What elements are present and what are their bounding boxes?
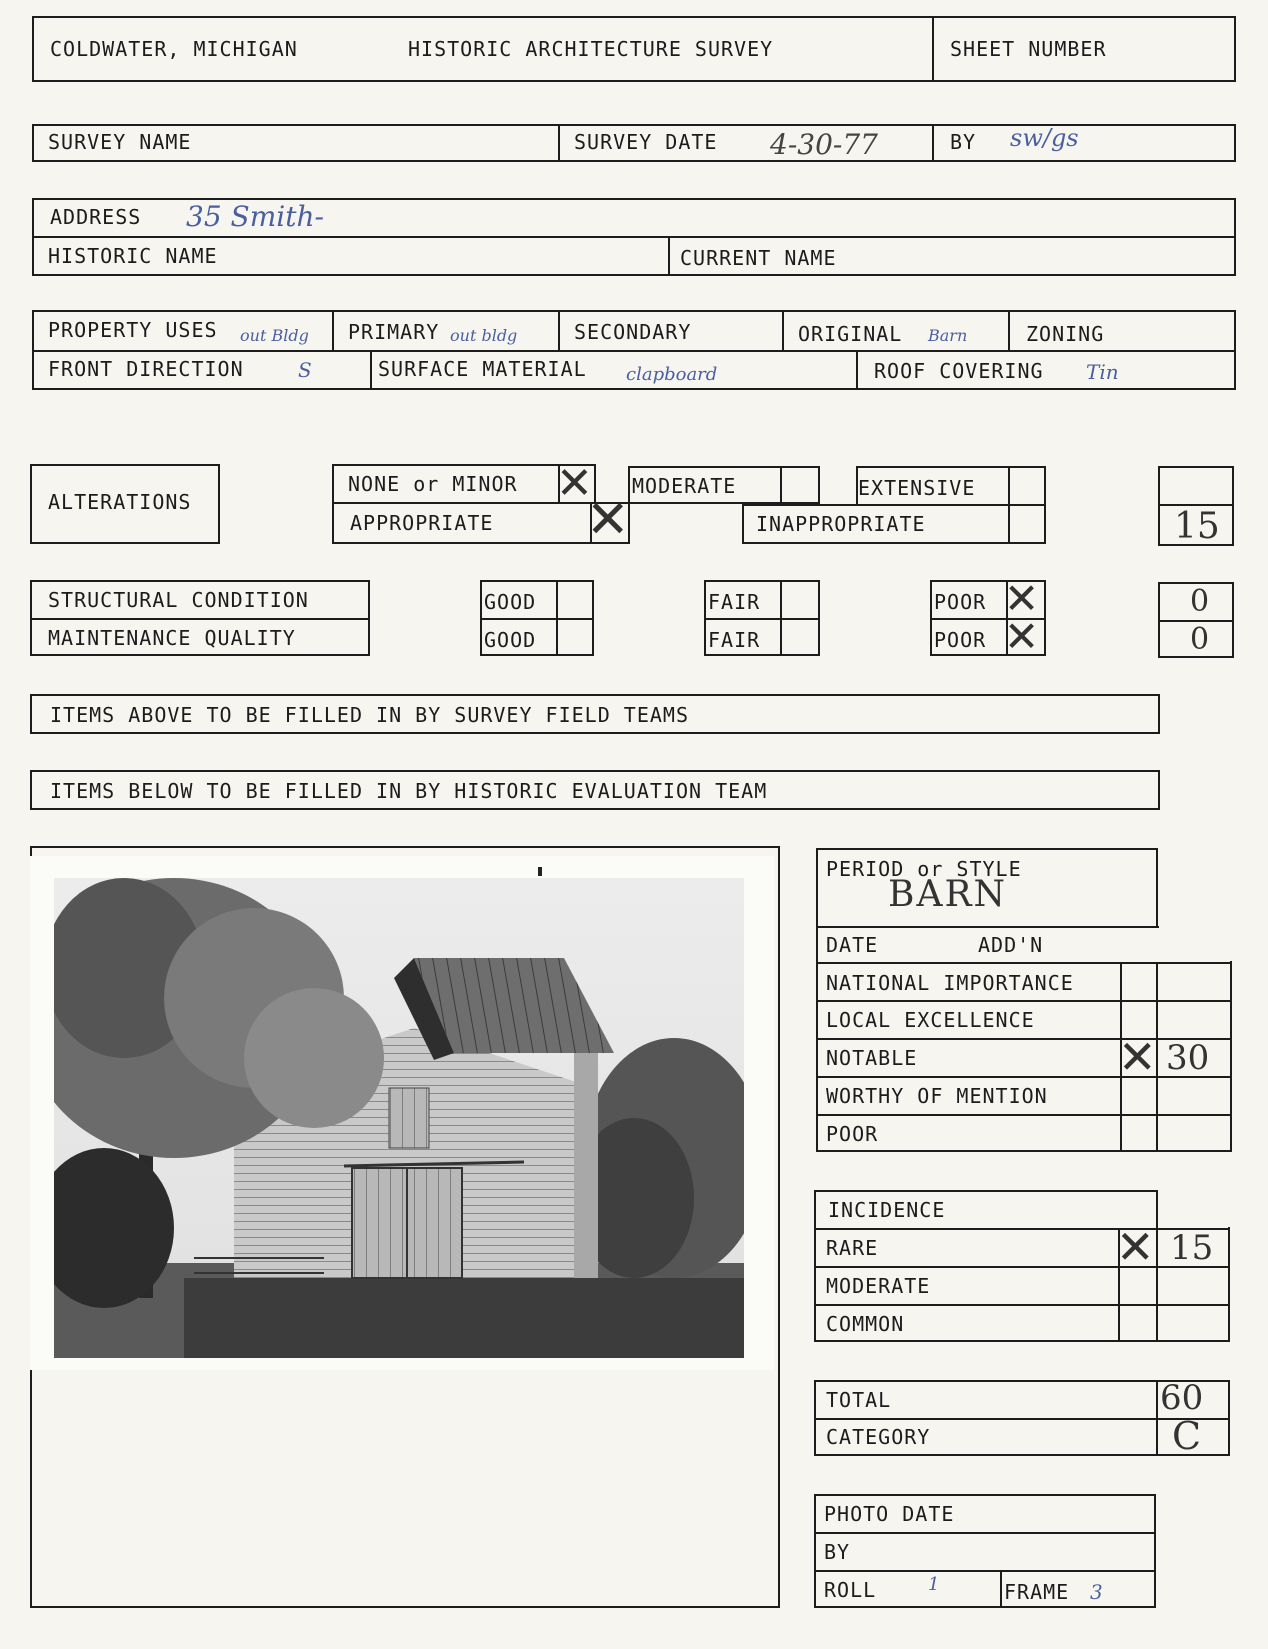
photo-by-label: BY [824,1540,851,1564]
structural-poor-label: POOR [934,590,987,614]
condition-label-divider [30,618,370,620]
maintenance-poor-x-mark: ✕ [1004,612,1040,661]
good-divider-v [556,580,558,656]
appropriate-x-mark: ✕ [586,490,630,550]
property-uses-value: out Bldg [240,326,309,345]
extensive-label: EXTENSIVE [858,476,976,500]
header-divider [932,16,934,82]
alterations-label: ALTERATIONS [48,490,192,514]
common-label: COMMON [826,1312,905,1336]
none-minor-label: NONE or MINOR [348,472,518,496]
photo-info-line-1 [814,1532,1156,1534]
incidence-moderate-label: MODERATE [826,1274,931,1298]
category-value: C [1172,1414,1202,1458]
incidence-label: INCIDENCE [828,1198,946,1222]
total-label: TOTAL [826,1388,892,1412]
incidence-row-line-1 [814,1228,1230,1230]
address-value: 35 Smith- [186,200,324,233]
structural-condition-label: STRUCTURAL CONDITION [48,588,309,612]
eval-date-row-mask [1159,924,1239,961]
sheet-number-label: SHEET NUMBER [950,37,1107,61]
property-divider-2 [558,310,560,350]
structural-good-label: GOOD [484,590,537,614]
eval-date-label: DATE [826,933,879,957]
local-excellence-label: LOCAL EXCELLENCE [826,1008,1035,1032]
rare-score: 15 [1170,1228,1214,1268]
notable-x-mark: ✕ [1118,1030,1157,1084]
totals-row-line [814,1418,1230,1420]
evaluation-team-note: ITEMS BELOW TO BE FILLED IN BY HISTORIC EVALUATION TEAM [50,779,768,803]
survey-divider-2 [932,124,934,162]
survey-date-value: 4-30-77 [770,128,878,161]
worthy-of-mention-label: WORTHY OF MENTION [826,1084,1048,1108]
zoning-label: ZONING [1026,322,1105,346]
period-style-label: PERIOD or STYLE [826,857,1022,881]
survey-by-label: BY [950,130,977,154]
appropriate-label: APPROPRIATE [350,511,494,535]
primary-value: out bldg [450,326,518,345]
moderate-label: MODERATE [632,474,737,498]
property-divider-5 [370,350,372,390]
roll-label: ROLL [824,1578,877,1602]
incidence-row-line-2 [814,1266,1230,1268]
address-label: ADDRESS [50,205,142,229]
property-divider-h [32,350,1236,352]
eval-row-line-1 [816,962,1232,964]
address-divider-v [668,236,670,276]
city-label: COLDWATER, MICHIGAN [50,37,298,61]
current-name-label: CURRENT NAME [680,246,837,270]
rare-x-mark: ✕ [1116,1220,1155,1274]
property-divider-4 [1008,310,1010,350]
original-label: ORIGINAL [798,322,903,346]
incidence-header-mask [1158,1188,1238,1227]
property-divider-6 [856,350,858,390]
alterations-score: 15 [1174,506,1220,547]
form-title: HISTORIC ARCHITECTURE SURVEY [408,37,774,61]
roof-covering-label: ROOF COVERING [874,359,1044,383]
none-minor-x-mark: ✕ [556,458,593,509]
maintenance-fair-label: FAIR [708,628,761,652]
property-divider-3 [782,310,784,350]
category-label: CATEGORY [826,1425,931,1449]
moderate-check-divider [780,466,782,504]
surface-material-label: SURFACE MATERIAL [378,357,587,381]
eval-row-line-5 [816,1114,1232,1116]
structural-score: 0 [1190,584,1210,619]
total-value: 60 [1160,1378,1204,1418]
notable-score: 30 [1166,1038,1210,1078]
frame-label: FRAME [1004,1580,1070,1604]
structural-poor-x-mark: ✕ [1004,574,1040,623]
maintenance-good-label: GOOD [484,628,537,652]
property-uses-label: PROPERTY USES [48,318,218,342]
barn-photograph [54,878,744,1358]
roll-value: 1 [928,1574,940,1595]
maintenance-poor-label: POOR [934,628,987,652]
photo-info-col-line [1000,1570,1002,1608]
inappropriate-check-divider [1008,504,1010,544]
maintenance-quality-label: MAINTENANCE QUALITY [48,626,296,650]
inappropriate-label: INAPPROPRIATE [756,512,926,536]
front-direction-label: FRONT DIRECTION [48,357,244,381]
field-teams-note: ITEMS ABOVE TO BE FILLED IN BY SURVEY FIELD TEAMS [50,703,690,727]
good-divider-h [480,618,594,620]
property-divider-1 [332,310,334,350]
structural-fair-label: FAIR [708,590,761,614]
maintenance-score: 0 [1190,622,1210,657]
address-divider-h [32,236,1236,238]
national-importance-label: NATIONAL IMPORTANCE [826,971,1074,995]
roof-covering-value: Tin [1086,360,1119,384]
incidence-row-line-3 [814,1304,1230,1306]
historic-name-label: HISTORIC NAME [48,244,218,268]
photo-info-line-2 [814,1570,1156,1572]
photo-date-label: PHOTO DATE [824,1502,955,1526]
primary-label: PRIMARY [348,320,440,344]
front-direction-value: S [298,358,312,382]
surface-material-value: clapboard [626,364,718,385]
photo-mark [538,867,542,876]
fair-divider-v [780,580,782,656]
secondary-label: SECONDARY [574,320,692,344]
rare-label: RARE [826,1236,879,1260]
survey-by-value: sw/gs [1010,124,1079,152]
survey-name-label: SURVEY NAME [48,130,192,154]
notable-label: NOTABLE [826,1046,918,1070]
original-value: Barn [928,326,968,345]
period-style-value: BARN [888,874,1008,915]
frame-value: 3 [1090,1580,1103,1604]
eval-row-line-2 [816,1000,1232,1002]
eval-poor-label: POOR [826,1122,879,1146]
eval-addn-label: ADD'N [978,933,1044,957]
survey-divider-1 [558,124,560,162]
fair-divider-h [704,618,820,620]
survey-date-label: SURVEY DATE [574,130,718,154]
extensive-check-divider [1008,466,1010,506]
totals-col-line [1156,1380,1158,1456]
